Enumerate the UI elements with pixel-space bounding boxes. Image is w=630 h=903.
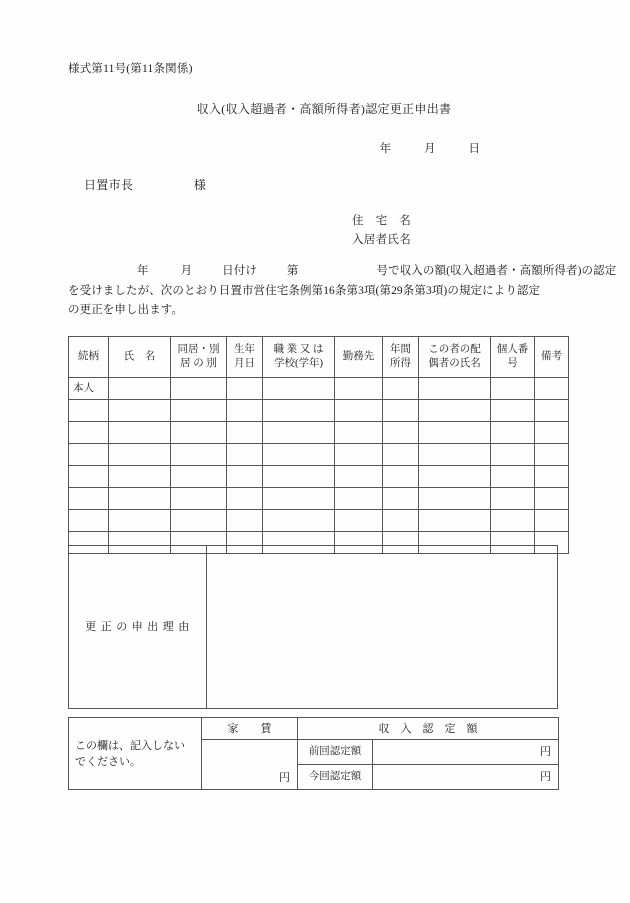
body-number-suffix: 号で収入の額(収入超過者・高額所得者)の認定 (376, 265, 617, 277)
table-row (69, 488, 569, 510)
body-year-label: 年 (136, 265, 149, 277)
cell-relation[interactable] (69, 510, 109, 532)
col-header-my-number-l1: 個人番号 (496, 344, 529, 369)
col-header-my-number (491, 337, 535, 378)
body-line-1 (68, 262, 617, 282)
reason-row (69, 546, 558, 709)
cell-my-number[interactable] (491, 488, 535, 510)
cell-workplace[interactable] (335, 400, 383, 422)
cell-cohabitation[interactable] (171, 378, 227, 400)
cell-birthdate[interactable] (227, 466, 263, 488)
table-header-row (69, 337, 569, 378)
current-amount-label: 今回認定額 (298, 765, 373, 790)
col-header-spouse-name (419, 337, 491, 378)
cell-annual-income[interactable] (383, 444, 419, 466)
col-header-cohabitation-l2: 居 の 別 (180, 358, 217, 369)
cell-spouse-name[interactable] (419, 488, 491, 510)
cell-spouse-name[interactable] (419, 466, 491, 488)
cell-my-number[interactable] (491, 400, 535, 422)
cell-spouse-name[interactable] (419, 378, 491, 400)
cell-spouse-name[interactable] (419, 400, 491, 422)
col-header-occupation-l1: 職 業 又 は (273, 344, 324, 355)
cell-relation[interactable] (69, 444, 109, 466)
table-row (69, 422, 569, 444)
cell-workplace[interactable] (335, 422, 383, 444)
date-year-label: 年 (379, 143, 392, 155)
cell-relation[interactable] (69, 466, 109, 488)
cell-spouse-name[interactable] (419, 510, 491, 532)
cell-note[interactable] (535, 422, 569, 444)
body-line-2: を受けましたが、次のとおり日置市営住宅条例第16条第3項(第29条第3項)の規定により認定 (68, 284, 541, 297)
cell-occupation[interactable] (263, 510, 335, 532)
col-header-spouse-name-l2: 偶者の氏名 (428, 358, 481, 369)
table-row (69, 400, 569, 422)
addressee (84, 176, 206, 193)
do-not-fill-notice: この欄は、記入しないでください。 (69, 718, 202, 790)
col-header-workplace-l1: 勤務先 (342, 351, 375, 362)
cell-workplace[interactable] (335, 466, 383, 488)
cell-note[interactable] (535, 444, 569, 466)
cell-cohabitation[interactable] (171, 488, 227, 510)
table-row (69, 466, 569, 488)
cell-cohabitation[interactable] (171, 444, 227, 466)
amount-header-row (69, 718, 559, 740)
body-paragraph (68, 262, 617, 321)
table-row (69, 444, 569, 466)
date-month-label: 月 (424, 143, 436, 155)
date-day-label: 日 (468, 143, 481, 155)
cell-birthdate[interactable] (227, 510, 263, 532)
cell-workplace[interactable] (335, 378, 383, 400)
correction-reason-table (68, 545, 558, 709)
reason-label: 更正の申出理由 (69, 546, 207, 709)
cell-annual-income[interactable] (383, 488, 419, 510)
cell-name[interactable] (109, 444, 171, 466)
cell-name[interactable] (109, 378, 171, 400)
col-header-cohabitation-l1: 同居・別 (177, 344, 220, 355)
col-header-birthdate (227, 337, 263, 378)
cell-name[interactable] (109, 488, 171, 510)
previous-amount-unit: 円 (540, 746, 551, 758)
body-line-3: の更正を申し出ます。 (68, 304, 184, 316)
form-number: 様式第11号(第11条関係) (68, 63, 193, 75)
cell-occupation[interactable] (263, 488, 335, 510)
cell-cohabitation[interactable] (171, 400, 227, 422)
col-header-name (109, 337, 171, 378)
cell-workplace[interactable] (335, 488, 383, 510)
cell-name[interactable] (109, 400, 171, 422)
cell-my-number[interactable] (491, 444, 535, 466)
cell-birthdate[interactable] (227, 488, 263, 510)
col-header-relation (69, 337, 109, 378)
rent-unit: 円 (279, 772, 290, 784)
cell-birthdate[interactable] (227, 422, 263, 444)
col-header-occupation-l2: 学校(学年) (274, 358, 323, 369)
resident-name-label: 入居者氏名 (352, 234, 411, 246)
cell-annual-income[interactable] (383, 378, 419, 400)
cell-relation[interactable] (69, 488, 109, 510)
col-header-occupation (263, 337, 335, 378)
col-header-cohabitation (171, 337, 227, 378)
cell-annual-income[interactable] (383, 466, 419, 488)
col-header-birthdate-l1: 生年 (234, 344, 255, 355)
cell-note[interactable] (535, 510, 569, 532)
cell-note[interactable] (535, 378, 569, 400)
col-header-relation-l1: 続柄 (78, 351, 99, 362)
cell-cohabitation[interactable] (171, 466, 227, 488)
cell-my-number[interactable] (491, 510, 535, 532)
previous-amount-value-cell[interactable] (373, 740, 559, 765)
body-month-label: 月 (180, 265, 193, 277)
cell-relation[interactable] (69, 422, 109, 444)
cell-name[interactable] (109, 422, 171, 444)
col-header-annual-income (383, 337, 419, 378)
col-header-name-l1: 氏 名 (123, 351, 156, 362)
body-number-prefix: 第 (286, 265, 299, 277)
applicant-info-block (352, 212, 411, 250)
cell-cohabitation[interactable] (171, 510, 227, 532)
cell-my-number[interactable] (491, 378, 535, 400)
col-header-note (535, 337, 569, 378)
cell-spouse-name[interactable] (419, 422, 491, 444)
cell-annual-income[interactable] (383, 422, 419, 444)
body-day-label: 日付け (222, 265, 257, 277)
cell-annual-income[interactable] (383, 510, 419, 532)
cell-birthdate[interactable] (227, 444, 263, 466)
col-header-birthdate-l2: 月日 (234, 358, 255, 369)
cell-relation[interactable] (69, 400, 109, 422)
addressee-name: 日置市長 (84, 178, 134, 192)
income-certified-header: 収 入 認 定 額 (298, 718, 559, 740)
cell-annual-income[interactable] (383, 400, 419, 422)
cell-relation[interactable]: 本人 (69, 378, 109, 400)
addressee-honorific: 様 (193, 178, 207, 192)
current-amount-value-cell[interactable] (373, 765, 559, 790)
cell-note[interactable] (535, 400, 569, 422)
table-row (69, 378, 569, 400)
col-header-note-l1: 備考 (541, 351, 562, 362)
col-header-annual-income-l1: 年間 (390, 344, 411, 355)
cell-spouse-name[interactable] (419, 444, 491, 466)
household-members-table (68, 336, 569, 554)
rent-header: 家 賃 (202, 718, 298, 740)
reason-input-area[interactable] (207, 546, 558, 709)
cell-occupation[interactable] (263, 400, 335, 422)
cell-name[interactable] (109, 510, 171, 532)
rent-value-cell[interactable] (202, 740, 298, 790)
cell-note[interactable] (535, 488, 569, 510)
cell-occupation[interactable] (263, 466, 335, 488)
col-header-spouse-name-l1: この者の配 (428, 344, 481, 355)
cell-occupation[interactable] (263, 422, 335, 444)
submission-date-line (0, 140, 630, 156)
cell-occupation[interactable] (263, 378, 335, 400)
page-title: 収入(収入超過者・高額所得者)認定更正申出書 (196, 102, 452, 116)
cell-workplace[interactable] (335, 444, 383, 466)
current-amount-unit: 円 (540, 771, 551, 783)
cell-cohabitation[interactable] (171, 422, 227, 444)
cell-birthdate[interactable] (227, 400, 263, 422)
cell-occupation[interactable] (263, 444, 335, 466)
previous-amount-label: 前回認定額 (298, 740, 373, 765)
cell-my-number[interactable] (491, 466, 535, 488)
cell-name[interactable] (109, 466, 171, 488)
cell-birthdate[interactable] (227, 378, 263, 400)
cell-note[interactable] (535, 466, 569, 488)
table-row (69, 510, 569, 532)
certified-amount-table (68, 717, 559, 790)
cell-my-number[interactable] (491, 422, 535, 444)
housing-name-label: 住 宅 名 (352, 215, 411, 227)
cell-workplace[interactable] (335, 510, 383, 532)
col-header-annual-income-l2: 所得 (390, 358, 411, 369)
col-header-workplace (335, 337, 383, 378)
